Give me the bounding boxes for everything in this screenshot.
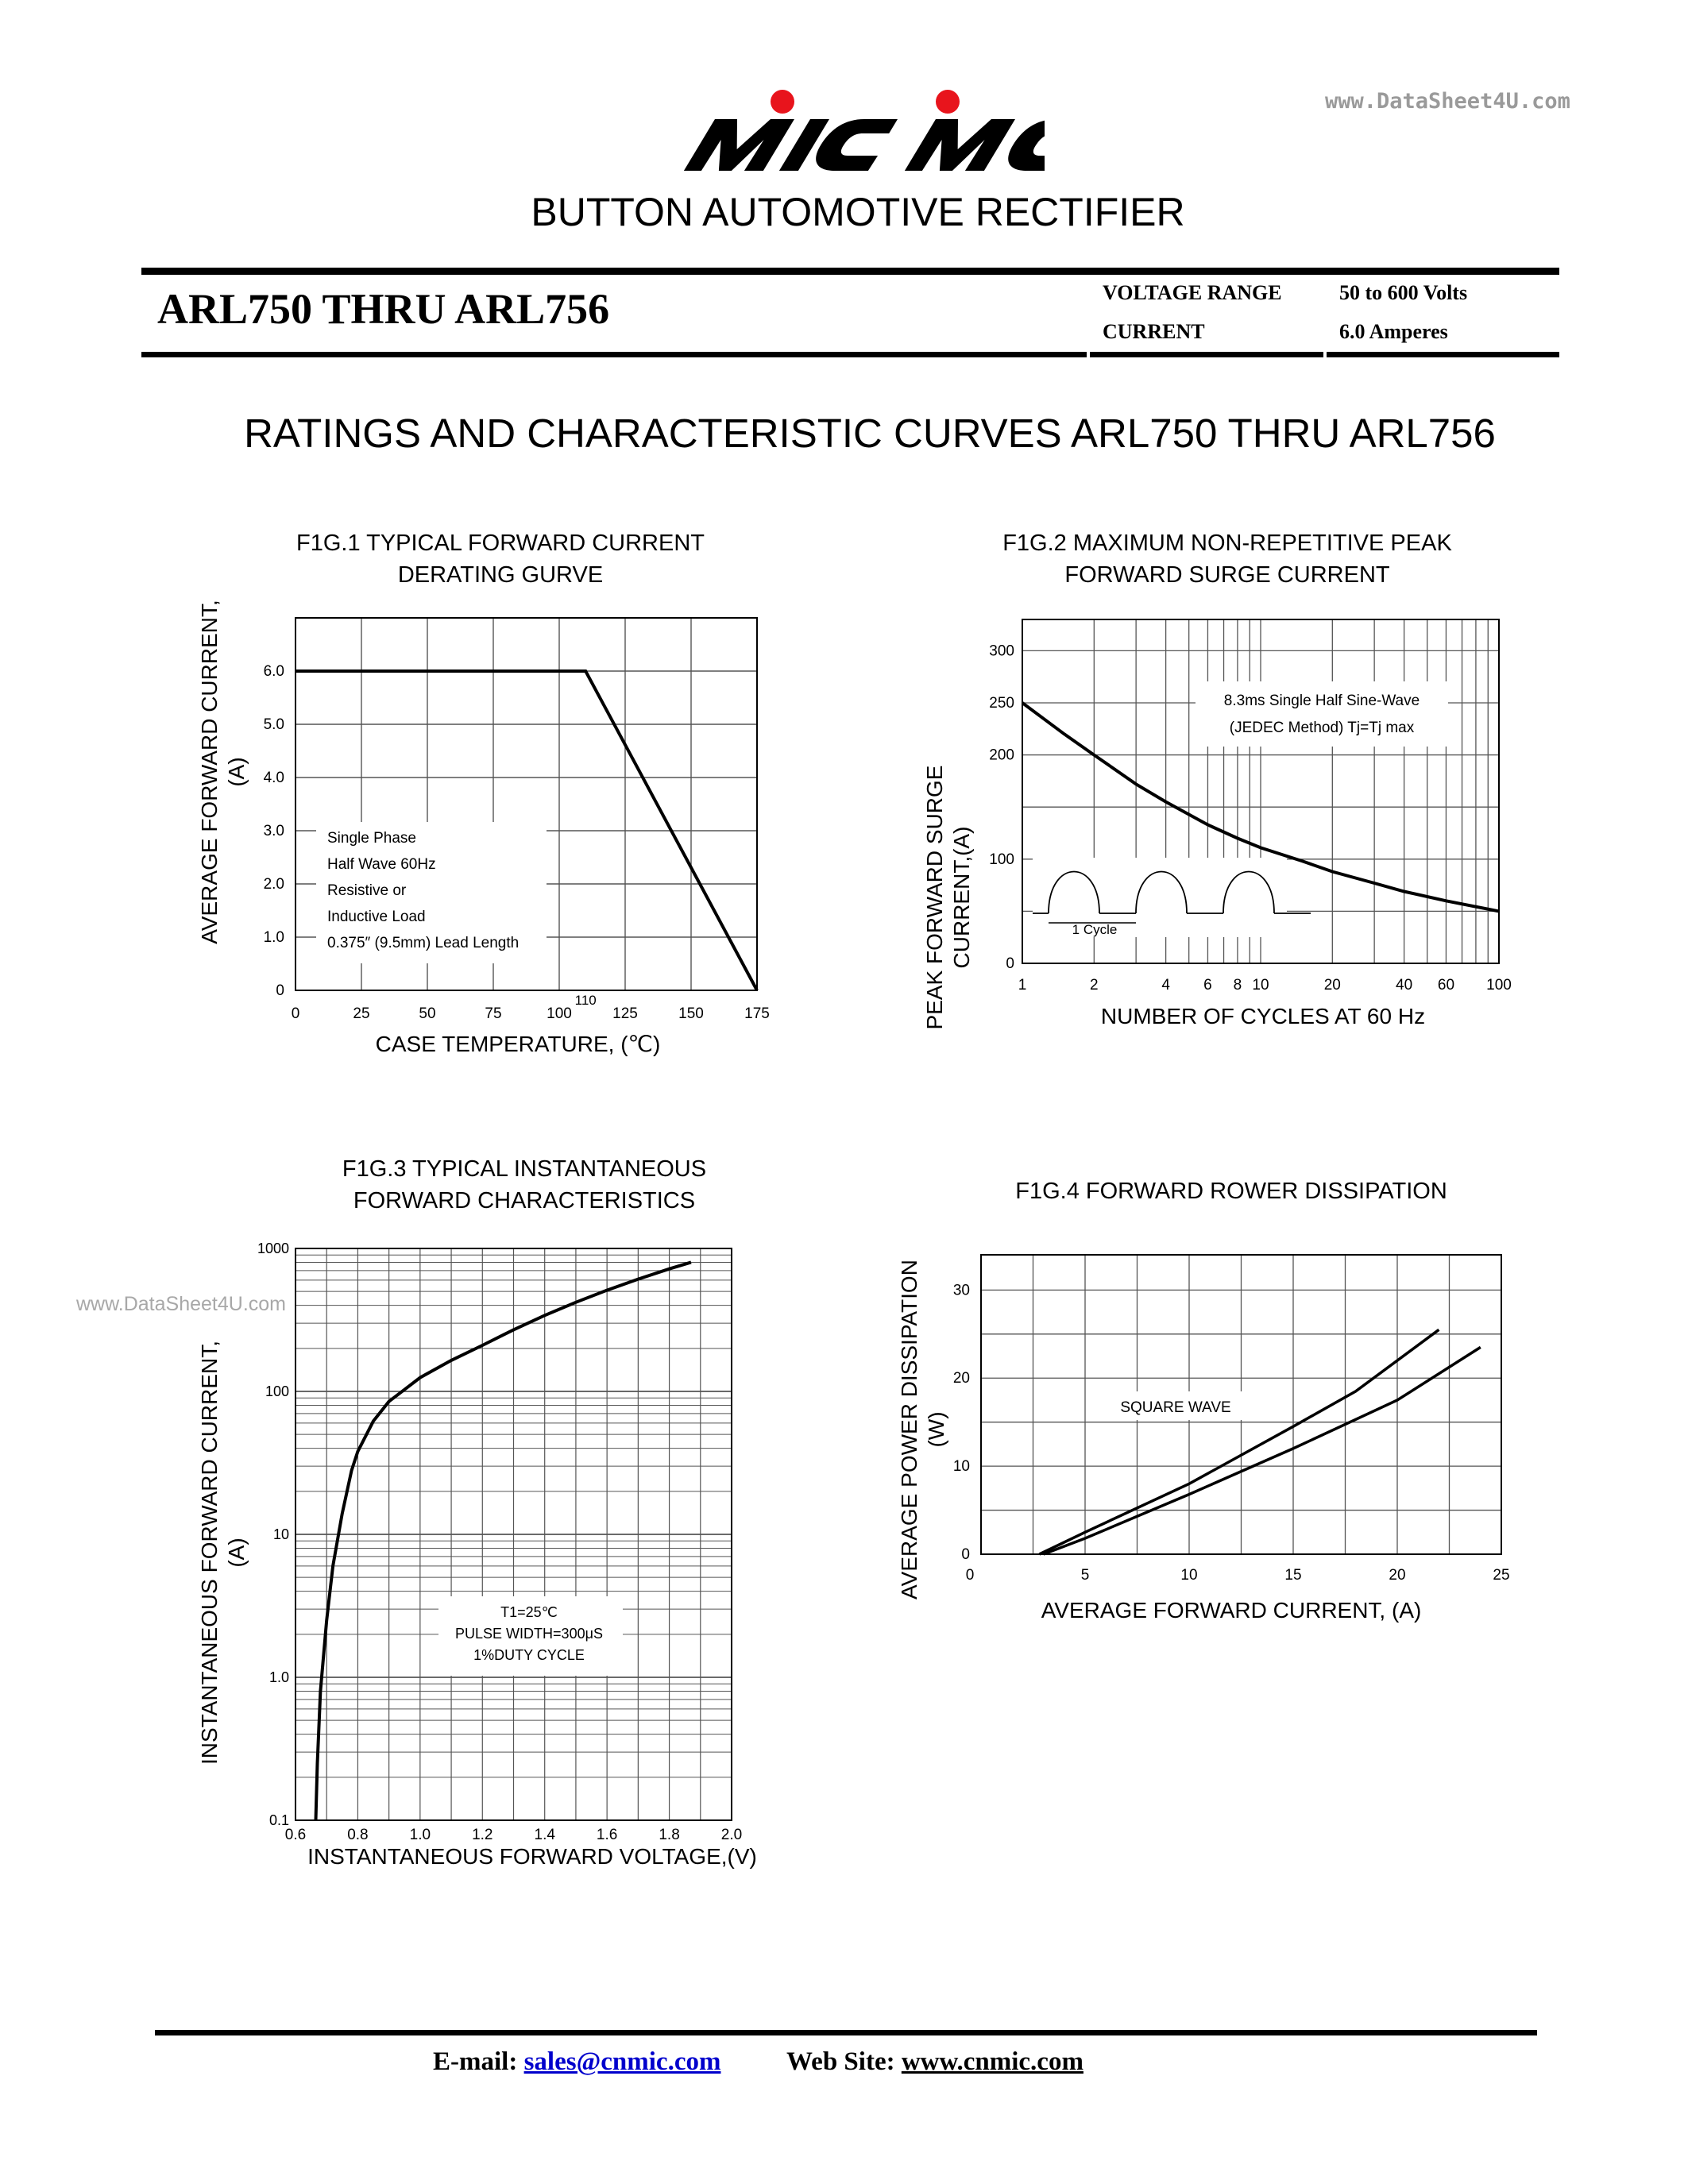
fig1-title-line1: F1G.1 TYPICAL FORWARD CURRENT xyxy=(295,531,705,556)
fig3-y-tick: 1.0 xyxy=(268,1669,289,1685)
fig1-x-tick: 150 xyxy=(678,1005,704,1022)
fig2-annotation-bg xyxy=(1196,681,1448,747)
fig4-x-tick: 0 xyxy=(965,1567,975,1584)
fig1-ylabel-line2: (A) xyxy=(224,757,249,787)
fig3-title-line2: FORWARD CHARACTERISTICS xyxy=(353,1188,696,1214)
fig2-annotation-text: 8.3ms Single Half Sine-Wave xyxy=(1223,693,1420,709)
fig2-title-line2: FORWARD SURGE CURRENT xyxy=(1064,562,1390,588)
fig1-y-tick: 2.0 xyxy=(263,876,284,893)
fig2-x-tick: 4 xyxy=(1161,977,1170,994)
current-label: CURRENT xyxy=(1103,320,1205,343)
fig1-x-tick: 25 xyxy=(353,1005,370,1022)
fig1-annotation-text: Inductive Load xyxy=(327,909,426,925)
fig4-x-tick: 15 xyxy=(1284,1567,1302,1584)
fig1-annotation-text: Half Wave 60Hz xyxy=(327,856,436,873)
fig3-x-tick: 1.0 xyxy=(409,1827,431,1843)
watermark-left: www.DataSheet4U.com xyxy=(76,1293,287,1315)
fig2-x-tick: 8 xyxy=(1233,977,1242,994)
fig2-x-tick: 40 xyxy=(1396,977,1413,994)
fig2-inset-label: 1 Cycle xyxy=(1072,922,1118,937)
section-title: RATINGS AND CHARACTERISTIC CURVES ARL750 THRU ARL756 xyxy=(244,411,1496,456)
watermark-top: www.DataSheet4U.com xyxy=(1325,89,1570,114)
fig3-x-tick: 1.2 xyxy=(472,1827,493,1843)
fig4-x-tick: 5 xyxy=(1080,1567,1090,1584)
fig1-y-tick: 3.0 xyxy=(263,823,284,839)
fig3-y-tick: 100 xyxy=(265,1383,289,1399)
fig2-y-tick: 100 xyxy=(989,851,1014,868)
fig2-y-tick: 300 xyxy=(989,642,1014,660)
fig2-x-tick: 100 xyxy=(1486,977,1512,994)
footer-rule xyxy=(155,2030,1537,2035)
fig1-x-tick: 50 xyxy=(419,1005,436,1022)
fig2-title-line1: F1G.2 MAXIMUM NON-REPETITIVE PEAK xyxy=(1002,531,1452,556)
fig3-title-line1: F1G.3 TYPICAL INSTANTANEOUS xyxy=(342,1156,707,1182)
fig2-x-tick: 2 xyxy=(1090,977,1099,994)
fig2-y-tick: 250 xyxy=(989,694,1014,712)
fig2-x-tick: 6 xyxy=(1203,977,1212,994)
part-range: ARL750 THRU ARL756 xyxy=(157,285,610,333)
fig3-xlabel: INSTANTANEOUS FORWARD VOLTAGE,(V) xyxy=(307,1844,757,1869)
fig3-ylabel-line2: (A) xyxy=(224,1538,249,1568)
fig4-y-tick: 0 xyxy=(961,1546,970,1563)
fig1-y-tick: 4.0 xyxy=(263,770,284,786)
footer-email xyxy=(433,2047,720,2077)
current-value: 6.0 Amperes xyxy=(1339,320,1448,343)
fig1-x-tick: 125 xyxy=(612,1005,638,1022)
email-label: E-mail: xyxy=(433,2047,518,2076)
fig3-x-tick: 2.0 xyxy=(720,1827,743,1843)
fig2-ylabel-line2: CURRENT,(A) xyxy=(949,826,974,969)
fig2-x-tick: 10 xyxy=(1252,977,1269,994)
fig2-x-tick: 20 xyxy=(1323,977,1341,994)
fig3-x-tick: 0.6 xyxy=(284,1827,307,1843)
fig4-x-tick: 10 xyxy=(1180,1567,1198,1584)
fig1-y-tick: 0 xyxy=(276,982,284,999)
fig2-annotation-text: (JEDEC Method) Tj=Tj max xyxy=(1229,720,1415,736)
voltage-range-value: 50 to 600 Volts xyxy=(1339,281,1468,304)
fig1-x-tick: 175 xyxy=(744,1005,770,1022)
doc-title: BUTTON AUTOMOTIVE RECTIFIER xyxy=(531,190,1185,234)
fig4-series-line-1 xyxy=(1039,1329,1439,1554)
fig4-ylabel-line1: AVERAGE POWER DISSIPATION xyxy=(897,1260,921,1599)
fig1-x-tick: 0 xyxy=(291,1005,300,1022)
fig2-x-tick: 60 xyxy=(1437,977,1455,994)
web-label: Web Site: xyxy=(786,2047,895,2076)
fig1-y-tick: 6.0 xyxy=(263,663,284,680)
fig2-y-tick: 0 xyxy=(1006,955,1014,972)
fig1-y-tick: 1.0 xyxy=(263,929,284,946)
fig1-x-tick: 75 xyxy=(485,1005,502,1022)
fig3-y-tick: 0.1 xyxy=(268,1812,289,1828)
fig1-x-tick-110: 110 xyxy=(574,993,597,1008)
fig3-annotation-text: 1%DUTY CYCLE xyxy=(473,1647,585,1663)
fig4-y-tick: 30 xyxy=(952,1282,970,1299)
fig2-ylabel-line1: PEAK FORWARD SURGE xyxy=(922,765,947,1030)
fig4-annotation-text: SQUARE WAVE xyxy=(1120,1399,1231,1416)
voltage-range-label: VOLTAGE RANGE xyxy=(1103,281,1282,304)
fig4-xlabel: AVERAGE FORWARD CURRENT, (A) xyxy=(1041,1598,1422,1623)
fig4-y-tick: 20 xyxy=(952,1370,970,1387)
fig2-x-tick: 1 xyxy=(1018,977,1027,994)
fig4-y-tick: 10 xyxy=(952,1458,970,1476)
fig3-x-tick: 1.4 xyxy=(534,1827,555,1843)
fig3-annotation-text: PULSE WIDTH=300μS xyxy=(455,1626,603,1642)
footer-web xyxy=(786,2047,1083,2077)
fig1-ylabel-line1: AVERAGE FORWARD CURRENT, xyxy=(197,600,222,944)
fig4-x-tick: 20 xyxy=(1389,1567,1406,1584)
fig1-y-tick: 5.0 xyxy=(263,716,284,733)
fig2-y-tick: 200 xyxy=(989,747,1014,764)
fig4-x-tick: 25 xyxy=(1493,1567,1510,1584)
fig3-x-tick: 1.8 xyxy=(659,1827,680,1843)
fig1-xlabel: CASE TEMPERATURE, (℃) xyxy=(375,1032,661,1056)
fig1-x-tick: 100 xyxy=(547,1005,572,1022)
web-link[interactable]: www.cnmic.com xyxy=(901,2047,1083,2076)
fig3-y-tick: 1000 xyxy=(257,1241,289,1256)
fig3-annotation-text: T1=25℃ xyxy=(500,1604,558,1620)
fig3-x-tick: 0.8 xyxy=(347,1827,369,1843)
fig1-annotation-text: 0.375″ (9.5mm) Lead Length xyxy=(327,935,520,951)
fig1-annotation-text: Single Phase xyxy=(327,830,416,847)
fig3-y-tick: 10 xyxy=(272,1526,289,1542)
fig3-ylabel-line1: INSTANTANEOUS FORWARD CURRENT, xyxy=(197,1340,222,1765)
fig1-annotation-text: Resistive or xyxy=(327,882,407,899)
fig1-title-line2: DERATING GURVE xyxy=(397,562,604,588)
email-link[interactable]: sales@cnmic.com xyxy=(523,2047,721,2076)
fig4-ylabel-line2: (W) xyxy=(924,1411,948,1448)
fig3-x-tick: 1.6 xyxy=(596,1827,618,1843)
fig2-inset-bg xyxy=(1033,858,1287,937)
fig4-title-line1: F1G.4 FORWARD ROWER DISSIPATION xyxy=(1015,1179,1447,1204)
fig2-xlabel: NUMBER OF CYCLES AT 60 Hz xyxy=(1100,1004,1426,1028)
